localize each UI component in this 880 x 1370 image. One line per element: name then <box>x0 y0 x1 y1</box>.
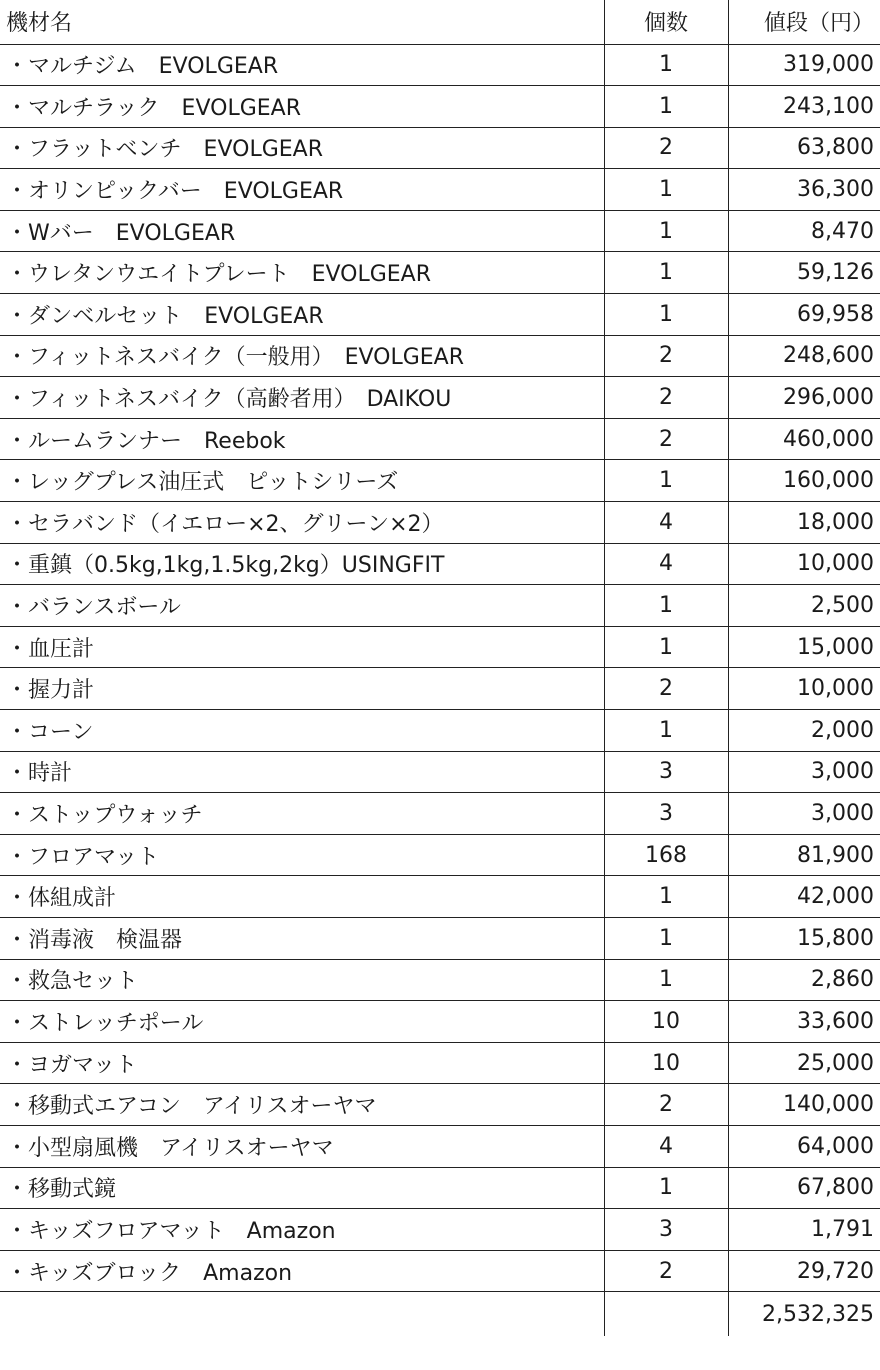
item-price-cell: 59,126 <box>728 252 880 294</box>
item-name-cell: ・小型扇風機 アイリスオーヤマ <box>0 1125 604 1167</box>
item-qty-cell: 10 <box>604 1001 728 1043</box>
item-qty-cell: 1 <box>604 460 728 502</box>
table-row <box>0 294 880 336</box>
item-qty-cell: 1 <box>604 1167 728 1209</box>
table-row <box>0 834 880 876</box>
item-qty-cell: 2 <box>604 377 728 419</box>
item-name-cell: ・フロアマット <box>0 834 604 876</box>
item-price-cell: 1,791 <box>728 1209 880 1251</box>
table-row <box>0 502 880 544</box>
item-name-cell: ・血圧計 <box>0 626 604 668</box>
item-qty-cell: 1 <box>604 626 728 668</box>
item-qty-cell: 1 <box>604 294 728 336</box>
item-price-cell: 15,800 <box>728 917 880 959</box>
item-price-cell: 2,000 <box>728 710 880 752</box>
item-name-cell: ・キッズブロック Amazon <box>0 1250 604 1292</box>
item-price-cell: 10,000 <box>728 668 880 710</box>
item-price-cell: 69,958 <box>728 294 880 336</box>
item-name-cell: ・時計 <box>0 751 604 793</box>
item-name-cell: ・フィットネスバイク（高齢者用） DAIKOU <box>0 377 604 419</box>
table-row <box>0 169 880 211</box>
item-name-cell: ・フィットネスバイク（一般用） EVOLGEAR <box>0 335 604 377</box>
table-row <box>0 1167 880 1209</box>
item-name-cell: ・ルームランナー Reebok <box>0 418 604 460</box>
item-qty-cell: 1 <box>604 959 728 1001</box>
item-price-cell: 8,470 <box>728 210 880 252</box>
item-name-cell: ・移動式鏡 <box>0 1167 604 1209</box>
item-name-cell: ・ヨガマット <box>0 1042 604 1084</box>
item-name-cell: ・握力計 <box>0 668 604 710</box>
item-name-cell: ・マルチジム EVOLGEAR <box>0 44 604 86</box>
item-qty-cell: 1 <box>604 585 728 627</box>
table-row <box>0 86 880 128</box>
item-price-cell: 296,000 <box>728 377 880 419</box>
item-name-cell: ・ウレタンウエイトプレート EVOLGEAR <box>0 252 604 294</box>
header-row <box>0 0 880 44</box>
item-price-cell: 319,000 <box>728 44 880 86</box>
item-name-cell: ・レッグプレス油圧式 ピットシリーズ <box>0 460 604 502</box>
item-name-cell: ・移動式エアコン アイリスオーヤマ <box>0 1084 604 1126</box>
item-qty-cell: 1 <box>604 917 728 959</box>
item-price-cell: 140,000 <box>728 1084 880 1126</box>
item-qty-cell: 1 <box>604 44 728 86</box>
item-name-cell: ・消毒液 検温器 <box>0 917 604 959</box>
item-price-cell: 248,600 <box>728 335 880 377</box>
item-price-cell: 2,500 <box>728 585 880 627</box>
table-row <box>0 1125 880 1167</box>
table-row <box>0 751 880 793</box>
table-row <box>0 460 880 502</box>
item-qty-cell: 2 <box>604 1084 728 1126</box>
item-qty-cell: 1 <box>604 252 728 294</box>
item-name-cell: ・マルチラック EVOLGEAR <box>0 86 604 128</box>
item-price-cell: 18,000 <box>728 502 880 544</box>
item-price-cell: 3,000 <box>728 751 880 793</box>
item-name-cell: ・オリンピックバー EVOLGEAR <box>0 169 604 211</box>
item-price-cell: 160,000 <box>728 460 880 502</box>
item-price-cell: 63,800 <box>728 127 880 169</box>
item-name-cell: ・ストレッチポール <box>0 1001 604 1043</box>
item-qty-cell: 3 <box>604 751 728 793</box>
item-price-cell: 2,860 <box>728 959 880 1001</box>
item-price-cell: 81,900 <box>728 834 880 876</box>
item-qty-cell: 168 <box>604 834 728 876</box>
table-row <box>0 210 880 252</box>
table-body <box>0 44 880 1336</box>
item-qty-cell: 2 <box>604 1250 728 1292</box>
item-qty-cell: 1 <box>604 876 728 918</box>
item-qty-cell: 10 <box>604 1042 728 1084</box>
item-name-cell: ・セラバンド（イエロー×2、グリーン×2） <box>0 502 604 544</box>
table-row <box>0 1209 880 1251</box>
table-row <box>0 418 880 460</box>
table-row <box>0 793 880 835</box>
item-qty-cell: 4 <box>604 1125 728 1167</box>
item-price-cell: 29,720 <box>728 1250 880 1292</box>
item-price-cell: 67,800 <box>728 1167 880 1209</box>
header-name: 機材名 <box>0 0 604 44</box>
table-row <box>0 127 880 169</box>
item-price-cell: 33,600 <box>728 1001 880 1043</box>
item-qty-cell: 2 <box>604 127 728 169</box>
item-price-cell: 3,000 <box>728 793 880 835</box>
table-row <box>0 710 880 752</box>
item-price-cell: 15,000 <box>728 626 880 668</box>
item-price-cell: 36,300 <box>728 169 880 211</box>
item-price-cell: 243,100 <box>728 86 880 128</box>
table-row <box>0 543 880 585</box>
item-qty-cell: 1 <box>604 710 728 752</box>
item-price-cell: 25,000 <box>728 1042 880 1084</box>
item-price-cell: 42,000 <box>728 876 880 918</box>
item-name-cell: ・救急セット <box>0 959 604 1001</box>
item-name-cell: ・コーン <box>0 710 604 752</box>
table-row <box>0 1042 880 1084</box>
item-name-cell: ・ダンベルセット EVOLGEAR <box>0 294 604 336</box>
table-row <box>0 377 880 419</box>
item-name-cell: ・フラットベンチ EVOLGEAR <box>0 127 604 169</box>
table-row <box>0 1001 880 1043</box>
table-row <box>0 959 880 1001</box>
table-row <box>0 1250 880 1292</box>
item-qty-cell: 4 <box>604 543 728 585</box>
item-price-cell: 10,000 <box>728 543 880 585</box>
item-name-cell: ・Wバー EVOLGEAR <box>0 210 604 252</box>
table-row <box>0 585 880 627</box>
item-price-cell: 460,000 <box>728 418 880 460</box>
item-qty-cell: 3 <box>604 793 728 835</box>
header-price: 値段（円） <box>728 0 880 44</box>
total-qty-cell <box>604 1292 728 1336</box>
table-row <box>0 917 880 959</box>
item-price-cell: 64,000 <box>728 1125 880 1167</box>
item-qty-cell: 4 <box>604 502 728 544</box>
total-name-cell <box>0 1292 604 1336</box>
table-row <box>0 876 880 918</box>
item-name-cell: ・体組成計 <box>0 876 604 918</box>
item-name-cell: ・キッズフロアマット Amazon <box>0 1209 604 1251</box>
table-row <box>0 626 880 668</box>
table-row <box>0 668 880 710</box>
table-row <box>0 44 880 86</box>
item-qty-cell: 2 <box>604 668 728 710</box>
item-qty-cell: 2 <box>604 418 728 460</box>
item-qty-cell: 1 <box>604 210 728 252</box>
total-row <box>0 1292 880 1336</box>
total-price-cell: 2,532,325 <box>728 1292 880 1336</box>
header-qty: 個数 <box>604 0 728 44</box>
item-qty-cell: 2 <box>604 335 728 377</box>
item-qty-cell: 1 <box>604 169 728 211</box>
item-name-cell: ・重鎮（0.5kg,1kg,1.5kg,2kg）USINGFIT <box>0 543 604 585</box>
item-qty-cell: 3 <box>604 1209 728 1251</box>
item-qty-cell: 1 <box>604 86 728 128</box>
table-row <box>0 335 880 377</box>
item-name-cell: ・バランスボール <box>0 585 604 627</box>
table-row <box>0 252 880 294</box>
table-row <box>0 1084 880 1126</box>
item-name-cell: ・ストップウォッチ <box>0 793 604 835</box>
